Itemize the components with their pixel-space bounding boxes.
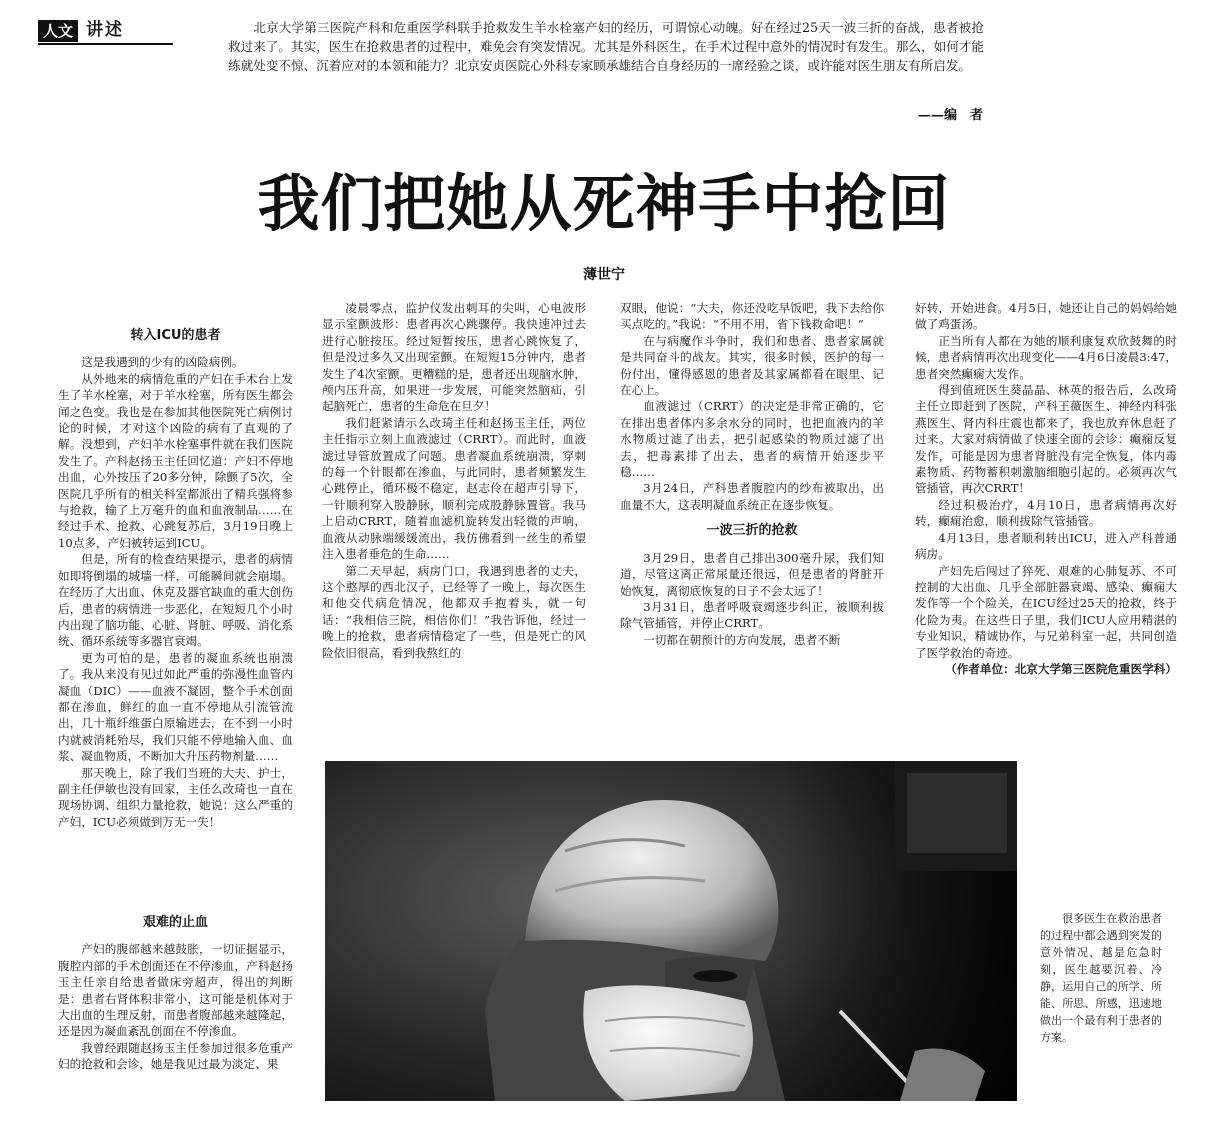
section-heading: 一波三折的抢救 <box>706 523 798 539</box>
paragraph: 3月24日，产科患者腹腔内的纱布被取出，出血量不大，这表明凝血系统正在逐步恢复。 <box>620 481 884 512</box>
paragraph: 双眼，他说：“大夫，你还没吃早饭吧，我下去给你买点吃的。”我说：“不用不用，省下钱救命吧！” <box>620 301 884 332</box>
paragraph: 凌晨零点，监护仪发出刺耳的尖叫，心电波形显示室颤波形：患者再次心跳骤停。我快速冲过去进行心脏按压。经过短暂按压，患者心跳恢复了，但是没过多久又出现室颤。在短短15分钟内，患者发生了4次室颤。更糟糕的是，患者还出现脑水肿，颅内压升高，如果进一步发展，可能突然脑疝，引起脑死亡，患者的生命危在旦夕！ <box>322 301 586 414</box>
editor-note <box>228 18 984 75</box>
headline: 我们把她从死神手中抢回 <box>257 167 951 240</box>
paragraph: 从外地来的病情危重的产妇在手术台上发生了羊水栓塞，对于羊水栓塞，所有医生都会闻之色变。我也是在参加其他医院死亡病例讨论的时候，才对这个凶险的病有了直观的了解。没想到，产妇羊水栓塞事件就在我们医院发生了。产科赵扬玉主任回忆道：产妇不停地出血，心外按压了20多分钟，除颤了5次，全医院几乎所有的相关科室都派出了精兵强将参与抢救，输了上万毫升的血和血液制品……在经过手术、抢救、心跳复苏后，3月19日晚上10点多，产妇被转运到ICU。 <box>58 371 293 550</box>
paragraph: 经过积极治疗，4月10日，患者病情再次好转，癫痫治愈，顺利拔除气管插管。 <box>915 497 1177 529</box>
editor-signature: ——编 者 <box>917 108 983 123</box>
paragraph: 得到值班医生葵晶晶、林英的报告后，么改琦主任立即赶到了医院，产科王薇医生、神经内科张燕医生、肾内科庄震也都来了，我也放弃休息赶了过来。大家对病情做了快速全面的会诊：癫痫反复发作，可能是因为患者肾脏没有完全恢复，体内毒素物质、药物蓄积刺激脑细胞引起的。必须再次气管插管，再次CRRT！ <box>915 383 1177 496</box>
column-tag <box>38 20 132 42</box>
column-tag-name: 讲述 <box>86 20 125 40</box>
section-heading: 转入ICU的患者 <box>130 328 221 343</box>
paragraph: 3月31日，患者呼吸衰竭逐步纠正，被顺利拔除气管插管，并停止CRRT。 <box>620 599 884 631</box>
author-byline: 薄世宁 <box>583 267 625 283</box>
section-heading: 艰难的止血 <box>142 915 208 930</box>
paragraph: 在与病魔作斗争时，我们和患者、患者家属就是共同奋斗的战友。其实，很多时候，医护的每一份付出，懂得感恩的患者及其家属都看在眼里、记在心上。 <box>620 333 884 398</box>
paragraph: 我们赶紧请示么改琦主任和赵扬玉主任，两位主任指示立刻上血液滤过（CRRT）。而此时，血液滤过导管放置成了问题。患者凝血系统崩溃，穿刺的每一个针眼都在渗血，与此同时，患者频繁发生心跳停止，循环极不稳定，赵志伶在超声引导下，一针顺利穿入股静脉，顺利完成股静脉置管。我马上启动CRRT，随着血滤机旋转发出轻微的声响，血液从动脉端缓缓流出，我仿佛看到一丝生的希望注入患者垂危的生命…… <box>322 415 586 562</box>
photo-caption <box>1040 910 1162 1046</box>
article-column-3 <box>620 300 884 648</box>
article-column-2 <box>322 300 586 661</box>
article-column-4 <box>915 300 1177 677</box>
paragraph: 这是我遇到的少有的凶险病例。 <box>81 355 244 370</box>
paragraph: 血液滤过（CRRT）的决定是非常正确的，它在排出患者体内多余水分的同时，也把血液内的羊水物质过滤了出去，把引起感染的物质过滤了出去，把毒素排了出去，患者的病情开始逐步平稳…… <box>620 399 884 480</box>
paragraph: 产妇先后闯过了猝死、艰难的心肺复苏、不可控制的大出血、几乎全部脏器衰竭、感染、癫痫大发作等一个个险关，在ICU经过25天的抢救，终于化险为夷。在这些日子里，我们ICU人应用精湛的专业知识，精诚协作，与兄弟科室一起，共同创造了医学救治的奇迹。 <box>915 563 1177 660</box>
column-tag-prefix: 人文 <box>38 20 78 42</box>
article-column-1-lower <box>58 905 293 1073</box>
paragraph: 正当所有人都在为她的顺利康复欢欣鼓舞的时候，患者病情再次出现变化——4月6日凌晨3:47，患者突然癫痫大发作。 <box>915 333 1177 381</box>
paragraph: 产妇的腹部越来越鼓胀，一切证据显示，腹腔内部的手术创面还在不停渗血，产科赵扬玉主任亲自给患者做床旁超声，得出的判断是：患者右肾体积非常小，这可能是机体对于大出血的生理反射，而患者腹部越来越隆起，还是因为凝血紊乱创面在不停渗血。 <box>58 942 293 1039</box>
surgeon-photo <box>325 761 1017 1101</box>
paragraph: 我曾经跟随赵扬玉主任参加过很多危重产妇的抢救和会诊，她是我见过最为淡定、果 <box>58 1040 293 1072</box>
paragraph: 3月29日，患者自己排出300毫升尿，我们知道，尽管这离正常尿量还很远，但是患者的肾脏开始恢复，离彻底恢复的日子不会太远了！ <box>620 550 884 598</box>
article-column-1 <box>58 318 293 830</box>
paragraph: 一切都在朝预计的方向发展，患者不断 <box>643 632 841 647</box>
paragraph: 第二天早起，病房门口，我遇到患者的丈夫，这个憨厚的西北汉子，已经等了一晚上，每次医生和他交代病危情况，他都双手抱着头，就一句话：“我相信三院，相信你们！”我告诉他，经过一晚上的抢救，患者病情稳定了一些，但是死亡的风险依旧很高，看到我熬红的 <box>322 563 586 660</box>
photo-caption-text: 很多医生在救治患者的过程中都会遇到突发的意外情况，越是危急时刻，医生越要沉着、冷静，运用自己的所学、所能、所思、所感，迅速地做出一个最有利于患者的方案。 <box>1040 912 1162 1044</box>
paragraph: 但是，所有的检查结果提示，患者的病情如即将倒塌的城墙一样，可能瞬间就会崩塌。在经历了大出血、休克及器官缺血的重大创伤后，患者的病情进一步恶化，在短短几个小时内出现了脑功能、心脏、肾脏、呼吸、消化系统、循环系统等多器官衰竭。 <box>58 552 293 649</box>
paragraph: 更为可怕的是，患者的凝血系统也崩溃了。我从来没有见过如此严重的弥漫性血管内凝血（DIC）——血液不凝固，整个手术创面都在渗血，鲜红的血一直不停地从引流管流出，几十瓶纤维蛋白原输进去，在不到一小时内就被消耗殆尽，我们只能不停地输入血、血浆、凝血物质，不断加大升压药物剂量…… <box>58 650 293 764</box>
paragraph: 那天晚上，除了我们当班的大夫、护士，副主任伊敏也没有回家，主任么改琦也一直在现场协调、组织力量抢救，她说：这么严重的产妇，ICU必须做到万无一失！ <box>58 765 293 829</box>
author-affiliation: （作者单位：北京大学第三医院危重医学科） <box>945 661 1177 676</box>
paragraph: 4月13日，患者顺利转出ICU，进入产科普通病房。 <box>915 530 1177 562</box>
column-tag-rule <box>38 43 173 45</box>
editor-note-text: 北京大学第三医院产科和危重医学科联手抢救发生羊水栓塞产妇的经历，可谓惊心动魄。好在经过25天一波三折的奋战，患者被抢救过来了。其实，医生在抢救患者的过程中，难免会有突发情况。尤其是外科医生，在手术过程中意外的情况时有发生。那么，如何才能练就处变不惊、沉着应对的本领和能力？北京安贞医院心外科专家顾承雄结合自身经历的一席经验之谈，或许能对医生朋友有所启发。 <box>228 20 984 73</box>
paragraph: 好转，开始进食。4月5日，她还让自己的妈妈给她做了鸡蛋汤。 <box>915 301 1177 332</box>
